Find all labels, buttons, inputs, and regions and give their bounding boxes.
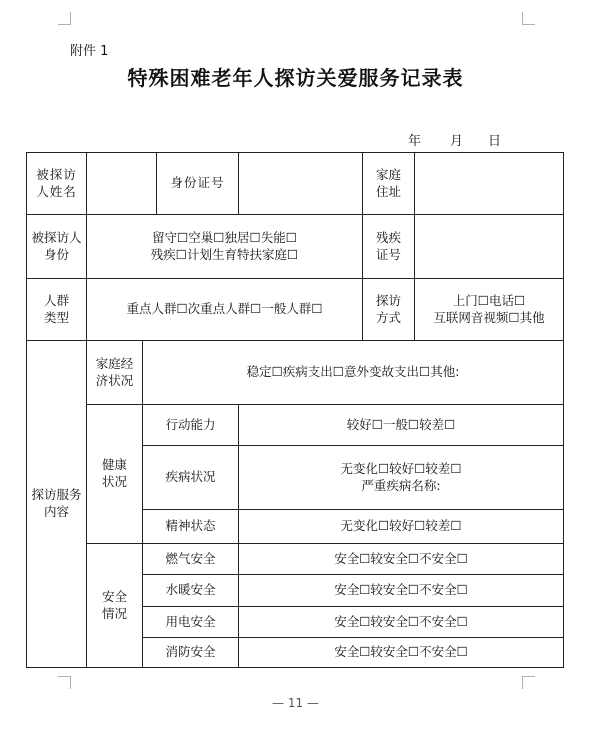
disability-label-cell <box>363 215 415 279</box>
mental-label: 精神状态 <box>165 518 216 534</box>
id-label: 身份证号 <box>170 175 225 191</box>
service-label-line1: 探访服务 <box>31 487 82 503</box>
date-day-label: 日 <box>488 134 502 149</box>
disability-label-line2: 证号 <box>375 246 401 262</box>
health-label-line1: 健康 <box>101 457 127 473</box>
date-year-label: 年 <box>408 134 422 149</box>
mobility-label-cell <box>143 405 239 446</box>
row-group-type <box>27 279 564 341</box>
name-field[interactable] <box>87 153 157 215</box>
safety-label-cell <box>87 544 143 668</box>
economy-options: 稳定☐疾病支出☐意外变故支出☐其他: <box>246 364 460 380</box>
group-options: 重点人群☐次重点人群☐一般人群☐ <box>126 301 323 317</box>
illness-options-cell[interactable] <box>239 446 564 510</box>
mobility-label: 行动能力 <box>165 416 216 432</box>
mobility-options: 较好☐一般☐较差☐ <box>346 416 456 432</box>
address-label-line2: 住址 <box>375 183 401 199</box>
identity-options-line1: 留守☐空巢☐独居☐失能☐ <box>152 229 297 245</box>
identity-label-cell <box>27 215 87 279</box>
disability-number-field[interactable] <box>415 215 564 279</box>
group-label-cell <box>27 279 87 341</box>
electric-options: 安全☐较安全☐不安全☐ <box>334 613 468 629</box>
name-label-line2: 人姓名 <box>36 183 77 199</box>
health-label-cell <box>87 405 143 544</box>
date-month-label: 月 <box>450 134 464 149</box>
row-gas <box>27 544 564 575</box>
illness-options-line1: 无变化☐较好☐较差☐ <box>340 460 462 476</box>
mobility-options-cell[interactable] <box>239 405 564 446</box>
address-label-line1: 家庭 <box>375 166 401 182</box>
service-label-line2: 内容 <box>43 504 69 519</box>
illness-options-line2: 严重疾病名称: <box>361 477 441 493</box>
page-number: — 11 — <box>272 696 319 710</box>
identity-label-line1: 被探访人 <box>31 229 82 245</box>
name-label-cell <box>27 153 87 215</box>
gas-options-cell[interactable] <box>239 544 564 575</box>
address-label-cell <box>363 153 415 215</box>
safety-label-line2: 情况 <box>101 605 127 621</box>
economy-label-line1: 家庭经 <box>95 355 134 371</box>
row-economy <box>27 341 564 405</box>
address-field[interactable] <box>415 153 564 215</box>
safety-label-line1: 安全 <box>101 588 127 604</box>
group-label-line1: 人群 <box>43 292 69 308</box>
heating-options: 安全☐较安全☐不安全☐ <box>334 582 468 598</box>
group-options-cell[interactable] <box>87 279 363 341</box>
crop-mark-bottom-left <box>58 676 71 689</box>
heating-options-cell[interactable] <box>239 575 564 607</box>
name-label-line1: 被探访 <box>36 166 77 182</box>
visit-method-options-line2: 互联网音视频☐其他 <box>433 309 545 325</box>
identity-options-cell[interactable] <box>87 215 363 279</box>
electric-options-cell[interactable] <box>239 607 564 638</box>
visit-method-label-line1: 探访 <box>375 292 401 308</box>
group-label-line2: 类型 <box>43 309 69 325</box>
economy-options-cell[interactable] <box>143 341 564 405</box>
visit-method-options-line1: 上门☐电话☐ <box>452 292 526 308</box>
economy-label-cell <box>87 341 143 405</box>
visit-method-label-line2: 方式 <box>375 309 401 325</box>
heating-label-cell <box>143 575 239 607</box>
illness-label: 疾病状况 <box>165 469 216 485</box>
fire-label: 消防安全 <box>165 644 216 660</box>
heating-label: 水暖安全 <box>165 582 216 598</box>
fire-label-cell <box>143 638 239 668</box>
document-title: 特殊困难老年人探访关爱服务记录表 <box>127 66 464 90</box>
gas-label: 燃气安全 <box>165 550 216 566</box>
crop-mark-top-left <box>58 12 71 25</box>
row-basic-info <box>27 153 564 215</box>
visit-method-label-cell <box>363 279 415 341</box>
id-label-cell <box>157 153 239 215</box>
mental-options: 无变化☐较好☐较差☐ <box>340 518 462 534</box>
electric-label: 用电安全 <box>165 613 216 629</box>
mental-options-cell[interactable] <box>239 510 564 544</box>
electric-label-cell <box>143 607 239 638</box>
record-form-table <box>26 152 564 668</box>
economy-label-line2: 济状况 <box>95 372 134 388</box>
visit-method-options-cell[interactable] <box>415 279 564 341</box>
disability-label-line1: 残疾 <box>375 229 401 245</box>
crop-mark-top-right <box>522 12 535 25</box>
attachment-label: 附件 1 <box>70 44 109 59</box>
row-mobility <box>27 405 564 446</box>
identity-label-line2: 身份 <box>43 246 69 262</box>
gas-options: 安全☐较安全☐不安全☐ <box>334 550 468 566</box>
crop-mark-bottom-right <box>522 676 535 689</box>
health-label-line2: 状况 <box>101 474 127 489</box>
mental-label-cell <box>143 510 239 544</box>
service-content-label-cell <box>27 341 87 668</box>
illness-label-cell <box>143 446 239 510</box>
identity-options-line2: 残疾☐计划生育特扶家庭☐ <box>150 246 299 262</box>
gas-label-cell <box>143 544 239 575</box>
id-number-field[interactable] <box>239 153 363 215</box>
fire-options-cell[interactable] <box>239 638 564 668</box>
fire-options: 安全☐较安全☐不安全☐ <box>334 644 468 660</box>
row-identity <box>27 215 564 279</box>
